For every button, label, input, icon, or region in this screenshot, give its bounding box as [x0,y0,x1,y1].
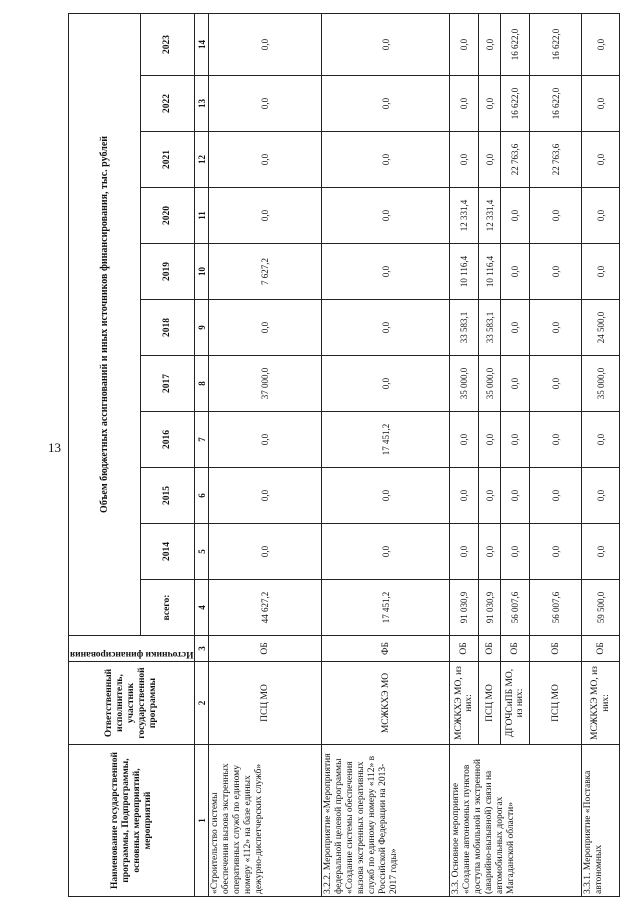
page-number: 13 [48,440,61,455]
cell-total: 44 627,2 [209,580,322,636]
row-source: ОБ [582,636,620,662]
cell-value: 0,0 [582,524,620,580]
column-index: 5 [195,524,209,580]
cell-value: 0,0 [501,300,530,356]
cell-value: 0,0 [501,468,530,524]
row-responsible: ПСЦ МО [479,662,501,745]
column-index: 7 [195,412,209,468]
header-year: 2022 [140,76,195,132]
cell-value: 0,0 [209,468,322,524]
cell-value: 0,0 [530,468,582,524]
cell-value: 0,0 [479,412,501,468]
row-responsible: МСЖКХЭ МО, из них: [582,662,620,745]
cell-value: 0,0 [582,76,620,132]
column-index: 13 [195,76,209,132]
cell-value: 0,0 [450,13,479,75]
row-name: 3.3.1. Мероприятие «Поставка автономных [582,745,620,897]
cell-value: 0,0 [582,188,620,244]
cell-total: 91 030,9 [450,580,479,636]
cell-value: 0,0 [209,300,322,356]
cell-value: 0,0 [209,13,322,75]
row-source: ФБ [322,636,450,662]
header-source-cell [69,636,195,662]
header-year: 2021 [140,132,195,188]
row-source: ОБ [501,636,530,662]
cell-value: 16 622,0 [530,13,582,75]
cell-value: 16 622,0 [501,13,530,75]
cell-value: 35 000,0 [582,356,620,412]
column-index: 3 [195,636,209,662]
column-index: 10 [195,244,209,300]
cell-value: 0,0 [322,300,450,356]
cell-value: 0,0 [322,524,450,580]
rotated-table-container [68,14,611,897]
column-index-row [195,13,209,896]
cell-value: 0,0 [501,412,530,468]
cell-value: 0,0 [530,244,582,300]
table-row [322,13,450,896]
cell-value: 0,0 [450,468,479,524]
cell-value: 0,0 [530,300,582,356]
row-responsible: МСЖКХЭ МО, из них: [450,662,479,745]
header-year: 2014 [140,524,195,580]
cell-value: 0,0 [530,188,582,244]
column-index: 14 [195,13,209,75]
column-index: 8 [195,356,209,412]
row-source: ОБ [530,636,582,662]
table-row [582,13,620,896]
column-index: 4 [195,580,209,636]
cell-value: 10 116,4 [450,244,479,300]
cell-value: 0,0 [450,132,479,188]
table-row [209,13,322,896]
cell-value: 10 116,4 [479,244,501,300]
header-name: Наименование государственной программы, Подпрограммы, основных мероприятий, мероприятий [69,745,195,897]
cell-value: 0,0 [479,76,501,132]
cell-value: 0,0 [209,76,322,132]
header-year: 2015 [140,468,195,524]
cell-value: 0,0 [582,244,620,300]
cell-value: 0,0 [322,244,450,300]
row-name: 3.2.2. Мероприятие «Мероприятия федеральной целевой программы «Создание системы обеспечения вызова экстренных оперативных служб по единому номеру «112» в Российской Федерации на 2013-2017 годы» [322,745,450,897]
column-index: 11 [195,188,209,244]
cell-value: 0,0 [209,132,322,188]
header-year: 2020 [140,188,195,244]
financing-table [68,13,620,897]
cell-value: 0,0 [479,468,501,524]
column-index: 1 [195,745,209,897]
cell-total: 91 030,9 [479,580,501,636]
row-name: 3.3. Основное мероприятие «Создание автономных пунктов доступа мобильной и экстренной (аварийно-вызывной) связи на автомобильных дорогах Магаданской области» [450,745,582,897]
cell-value: 0,0 [479,524,501,580]
row-name: «Строительство системы обеспечения вызова экстренных оперативных служб по единому номеру «112» на базе единых дежурно-диспетчерских служб» [209,745,322,897]
cell-value: 0,0 [501,188,530,244]
table-row [450,13,479,896]
cell-value: 0,0 [530,524,582,580]
cell-value: 0,0 [582,468,620,524]
column-index: 2 [195,662,209,745]
cell-value: 37 000,0 [209,356,322,412]
header-responsible: Ответственный исполнитель, участник государственной программы [69,662,195,745]
cell-value: 0,0 [450,524,479,580]
cell-value: 22 763,6 [530,132,582,188]
cell-total: 56 007,6 [501,580,530,636]
cell-value: 0,0 [582,13,620,75]
header-volume: Объем бюджетных ассигнований и иных источников финансирования, тыс. рублей [69,13,141,635]
cell-value: 7 627,2 [209,244,322,300]
cell-value: 16 622,0 [501,76,530,132]
cell-value: 0,0 [209,524,322,580]
cell-value: 17 451,2 [322,412,450,468]
cell-value: 0,0 [501,524,530,580]
header-year: 2019 [140,244,195,300]
cell-value: 0,0 [322,356,450,412]
header-year: 2018 [140,300,195,356]
cell-value: 0,0 [322,13,450,75]
cell-value: 0,0 [582,412,620,468]
cell-value: 0,0 [479,13,501,75]
cell-value: 0,0 [501,356,530,412]
cell-value: 0,0 [501,244,530,300]
row-source: ОБ [479,636,501,662]
cell-value: 0,0 [479,132,501,188]
header-year: 2023 [140,13,195,75]
cell-value: 0,0 [530,412,582,468]
cell-value: 22 763,6 [501,132,530,188]
header-source: Источники финансирования [70,649,194,659]
cell-value: 0,0 [322,468,450,524]
header-total: всего: [140,580,195,636]
cell-value: 35 000,0 [479,356,501,412]
header-year: 2017 [140,356,195,412]
cell-total: 17 451,2 [322,580,450,636]
header-year: 2016 [140,412,195,468]
row-source: ОБ [209,636,322,662]
cell-value: 0,0 [322,188,450,244]
cell-value: 0,0 [582,132,620,188]
cell-value: 33 583,1 [479,300,501,356]
row-source: ОБ [450,636,479,662]
row-responsible: МСЖКХЭ МО [322,662,450,745]
cell-value: 0,0 [450,76,479,132]
cell-total: 56 007,6 [530,580,582,636]
column-index: 9 [195,300,209,356]
row-responsible: ПСЦ МО [530,662,582,745]
cell-value: 0,0 [322,132,450,188]
cell-total: 59 500,0 [582,580,620,636]
cell-value: 0,0 [450,412,479,468]
cell-value: 35 000,0 [450,356,479,412]
cell-value: 16 622,0 [530,76,582,132]
row-responsible: ПСЦ МО [209,662,322,745]
column-index: 6 [195,468,209,524]
cell-value: 0,0 [209,412,322,468]
column-index: 12 [195,132,209,188]
cell-value: 12 331,4 [479,188,501,244]
cell-value: 24 500,0 [582,300,620,356]
cell-value: 33 583,1 [450,300,479,356]
row-responsible: ДГОЧСиПБ МО, из них: [501,662,530,745]
cell-value: 0,0 [322,76,450,132]
cell-value: 0,0 [530,356,582,412]
cell-value: 12 331,4 [450,188,479,244]
cell-value: 0,0 [209,188,322,244]
